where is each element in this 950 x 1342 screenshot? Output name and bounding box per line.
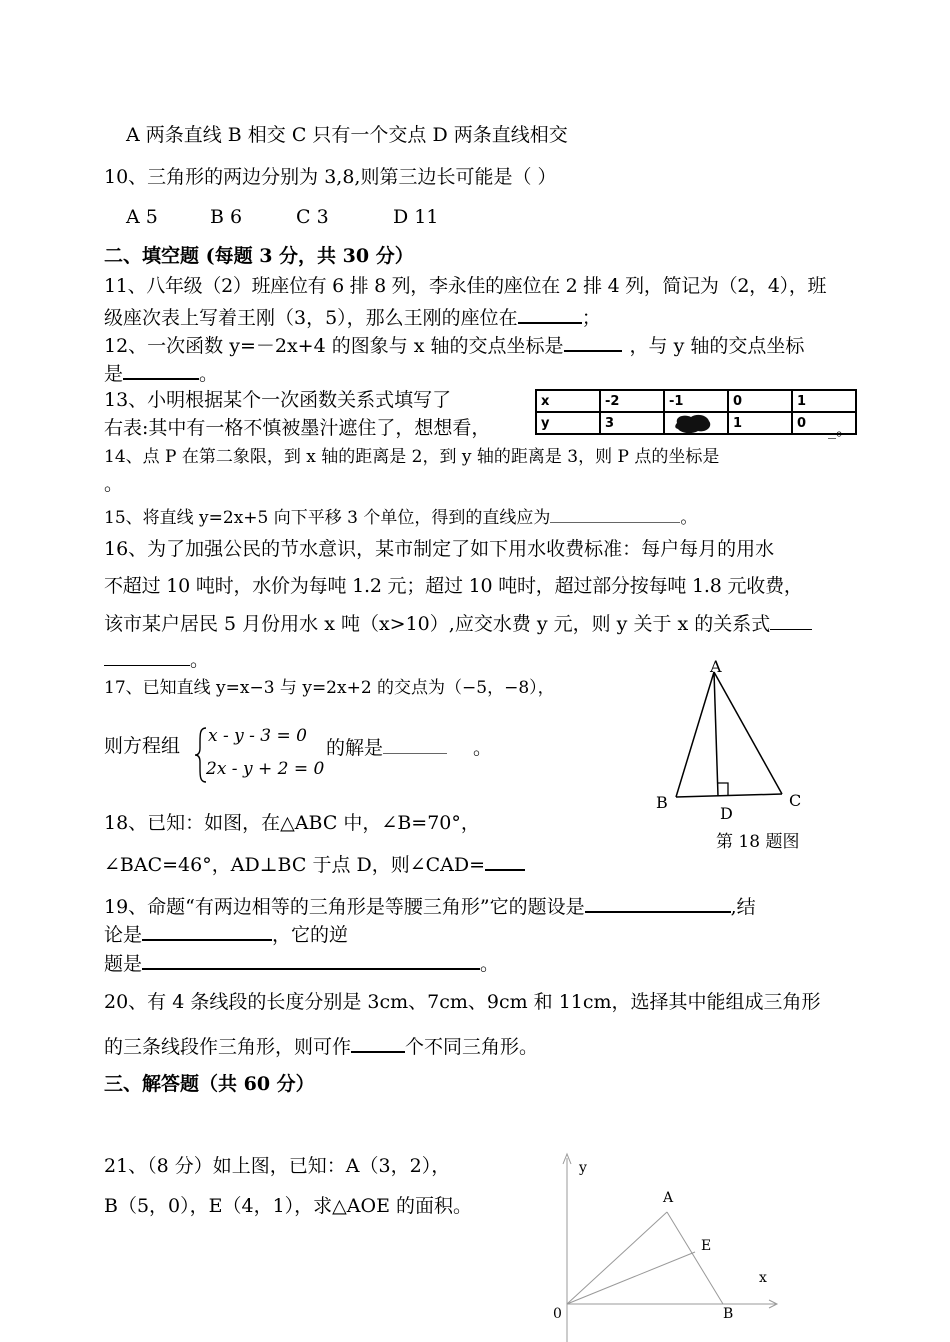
q16-line1: 16、为了加强公民的节水意识，某市制定了如下用水收费标准：每户每月的用水 xyxy=(104,538,775,560)
q12-y-intercept-blank[interactable] xyxy=(123,360,199,380)
q18-text: ∠BAC=46°，AD⊥BC 于点 D，则∠CAD= xyxy=(104,854,486,876)
q16-answer-blank-b[interactable] xyxy=(104,647,190,666)
q16-line2: 不超过 10 吨时，水价为每吨 1.2 元；超过 10 吨时，超过部分按每吨 1.8 元收费， xyxy=(104,575,803,597)
q12-text-b: ，与 y 轴的交点坐标 xyxy=(629,335,805,357)
q19-line3 xyxy=(104,950,499,976)
q18-answer-blank[interactable] xyxy=(485,851,525,871)
ink-blot-icon xyxy=(671,412,715,434)
q18-label-b: B xyxy=(656,793,668,812)
q13-line1: 13、小明根据某个一次函数关系式填写了 xyxy=(104,389,452,411)
q19-conclusion-blank[interactable] xyxy=(142,921,272,941)
q13-end: 。 xyxy=(836,420,853,440)
table-cell: 1 xyxy=(792,390,856,412)
q21-label-x: x xyxy=(759,1270,767,1286)
q20-answer-blank[interactable] xyxy=(351,1033,405,1053)
q19-line2 xyxy=(104,921,348,947)
table-cell: -1 xyxy=(664,390,728,412)
q19-text-b: ,结 xyxy=(730,896,756,918)
q16-line3 xyxy=(104,611,812,636)
q17-line2-label: 则方程组 xyxy=(104,735,181,757)
table-cell: 3 xyxy=(600,412,664,434)
q19-text-f: 。 xyxy=(480,953,500,975)
q17-text: 的解是 xyxy=(326,737,384,759)
q21-line2: B（5，0），E（4，1），求△AOE 的面积。 xyxy=(104,1195,473,1217)
q14-line2: 。 xyxy=(104,473,124,495)
table-cell: 0 xyxy=(728,390,792,412)
ink-blot-cell[interactable] xyxy=(664,412,728,434)
table-cell: y xyxy=(536,412,600,434)
q17-equation-1: x - y - 3 = 0 xyxy=(208,726,307,746)
table-cell: x xyxy=(536,390,600,412)
q11-answer-blank[interactable] xyxy=(518,304,582,324)
q16-answer-blank-a[interactable] xyxy=(770,611,812,630)
q21-line1: 21、（8 分）如上图，已知：A（3，2）， xyxy=(104,1155,451,1177)
q11-line2 xyxy=(104,304,601,330)
q21-label-b: B xyxy=(723,1306,734,1322)
table-cell: -2 xyxy=(600,390,664,412)
q18-label-c: C xyxy=(789,791,802,810)
q18-label-d: D xyxy=(720,804,733,823)
q12-line2 xyxy=(104,360,218,386)
q11-line2-text: 级座次表上写着王刚（3，5），那么王刚的座位在 xyxy=(104,307,518,329)
q16-line4 xyxy=(104,647,209,672)
q19-text-e: 题是 xyxy=(104,953,143,975)
q17-line1: 17、已知直线 y=x−3 与 y=2x+2 的交点为（−5，−8）， xyxy=(104,678,555,698)
q19-text-d: ，它的逆 xyxy=(272,924,349,946)
q11-line1: 11、八年级（2）班座位有 6 排 8 列，李永佳的座位在 2 排 4 列，简记为（2，4），班 xyxy=(104,275,827,297)
q10-option-b: B 6 xyxy=(210,206,243,228)
q21-coordinate-figure xyxy=(545,1152,785,1342)
q16-end: 。 xyxy=(190,649,210,671)
q17-equation-2: 2x - y + 2 = 0 xyxy=(206,759,325,779)
table-cell: 1 xyxy=(728,412,792,434)
q17-answer-blank[interactable] xyxy=(383,735,447,754)
q12-line1 xyxy=(104,332,804,358)
q13-answer-blank[interactable] xyxy=(828,420,836,439)
section2-title: 二、填空题 (每题 3 分，共 30 分） xyxy=(104,245,414,267)
q19-line1 xyxy=(104,893,756,919)
q12-text-c: 是 xyxy=(104,363,124,385)
q21-label-a: A xyxy=(663,1190,674,1206)
q14-line1: 14、点 P 在第二象限，到 x 轴的距离是 2，到 y 轴的距离是 3，则 P 点的坐标是 xyxy=(104,447,720,467)
q10-option-c: C 3 xyxy=(296,206,329,228)
q19-text-c: 论是 xyxy=(104,924,143,946)
q20-line2 xyxy=(104,1033,538,1059)
q19-converse-blank[interactable] xyxy=(142,950,480,970)
q12-x-intercept-blank[interactable] xyxy=(564,332,622,352)
q15-end: 。 xyxy=(680,508,698,528)
q18-figure-caption: 第 18 题图 xyxy=(716,832,800,852)
q18-line2 xyxy=(104,851,525,877)
q17-end: 。 xyxy=(473,737,493,759)
q11-end: ； xyxy=(581,307,601,329)
q12-text-d: 。 xyxy=(199,363,219,385)
q15-line xyxy=(104,504,697,528)
q15-answer-blank[interactable] xyxy=(550,504,680,523)
q20-line1: 20、有 4 条线段的长度分别是 3cm、7cm、9cm 和 11cm，选择其中能组成三角形 xyxy=(104,991,821,1013)
q13-row-y xyxy=(536,412,856,434)
q18-triangle-figure xyxy=(648,652,848,852)
q17-line2-answer xyxy=(326,735,492,760)
q18-label-a: A xyxy=(710,657,722,676)
q19-text-a: 19、命题“有两边相等的三角形是等腰三角形”它的题设是 xyxy=(104,896,585,918)
q13-row-x xyxy=(536,390,856,412)
q10-stem: 10、三角形的两边分别为 3,8,则第三边长可能是（ ） xyxy=(104,166,557,188)
table-cell: 0 xyxy=(792,412,856,434)
q21-label-y: y xyxy=(579,1160,587,1176)
q21-label-o: 0 xyxy=(553,1306,562,1322)
section3-title: 三、解答题（共 60 分） xyxy=(104,1073,315,1095)
q20-text-b: 个不同三角形。 xyxy=(405,1036,539,1058)
q21-label-e: E xyxy=(701,1238,712,1254)
q9-options: A 两条直线 B 相交 C 只有一个交点 D 两条直线相交 xyxy=(126,124,568,146)
q18-line1: 18、已知：如图，在△ABC 中，∠B=70°， xyxy=(104,812,480,834)
q13-line2: 右表:其中有一格不慎被墨汁遮住了，想想看， xyxy=(104,417,491,439)
q15-text: 15、将直线 y=2x+5 向下平移 3 个单位，得到的直线应为 xyxy=(104,508,551,528)
q12-text-a: 12、一次函数 y=－2x+4 的图象与 x 轴的交点坐标是 xyxy=(104,335,564,357)
q13-function-table xyxy=(535,389,857,435)
q10-option-d: D 11 xyxy=(393,206,439,228)
q19-hypothesis-blank[interactable] xyxy=(585,893,731,913)
q20-text-a: 的三条线段作三角形，则可作 xyxy=(104,1036,352,1058)
q10-option-a: A 5 xyxy=(126,206,158,228)
q16-text: 该市某户居民 5 月份用水 x 吨（x>10）,应交水费 y 元，则 y 关于 x 的关系式 xyxy=(104,613,771,635)
